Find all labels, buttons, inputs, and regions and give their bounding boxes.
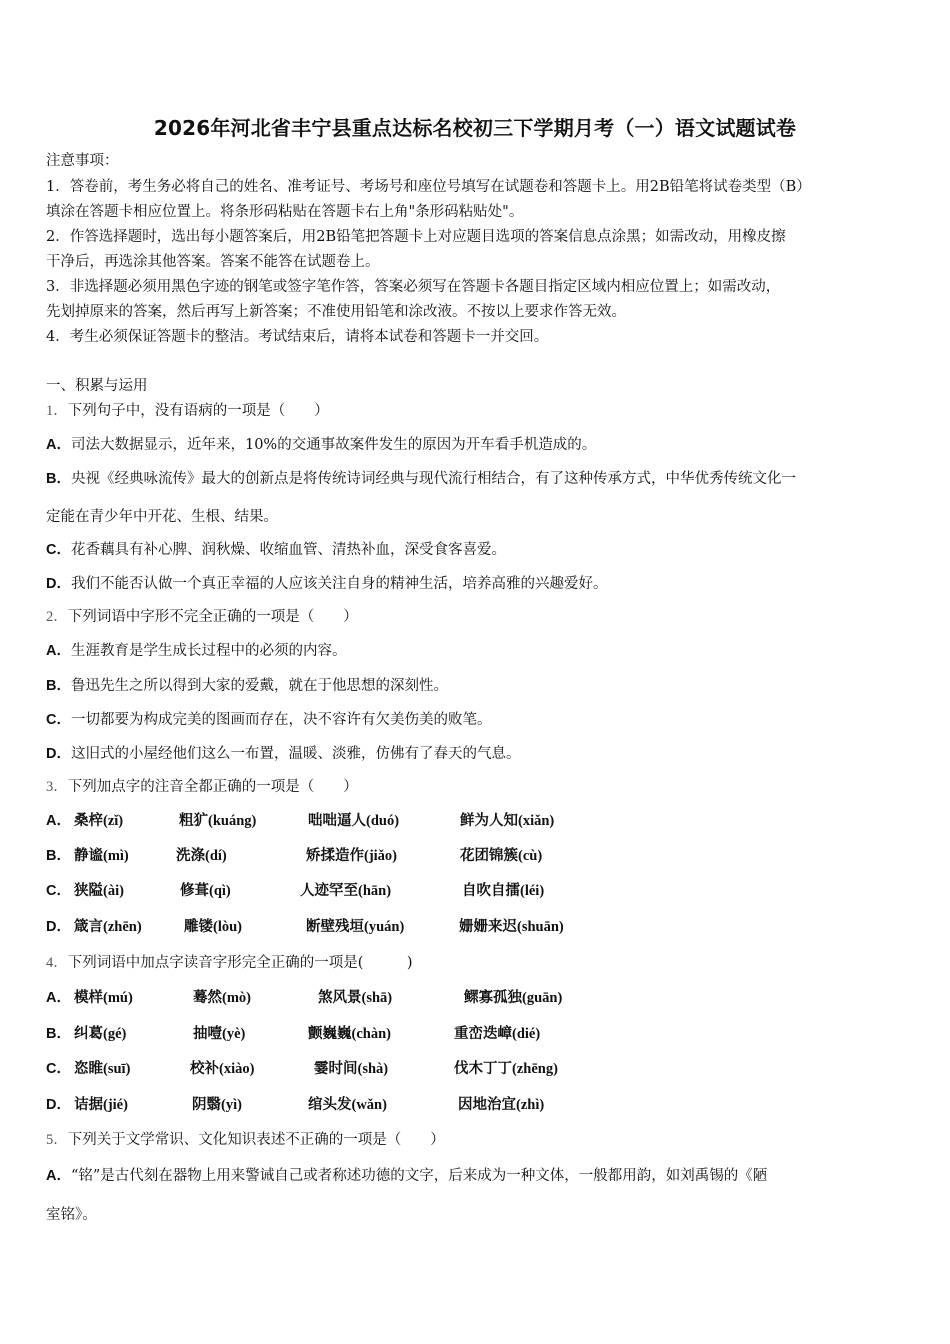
q3-option-c[interactable] (46, 881, 545, 901)
word-item: 人迹罕至(hān) (300, 882, 392, 899)
question-text: 下列词语中加点字读音字形完全正确的一项是( ) (67, 955, 413, 971)
option-letter: B． (46, 848, 71, 864)
word-item: 校补(xiào) (190, 1060, 255, 1077)
word-item: 模样(mú) (74, 989, 133, 1006)
word-item: 花团锦簇(cù) (460, 847, 543, 864)
option-letter: D． (46, 1097, 71, 1113)
option-letter: B． (46, 678, 71, 694)
question-text: 下列句子中，没有语病的一项是（ ） (67, 403, 329, 419)
option-letter: A． (46, 813, 71, 829)
question-1-stem (46, 401, 329, 421)
word-item: 重峦迭嶂(dié) (454, 1025, 541, 1042)
word-item: 桑梓(zǐ) (74, 812, 124, 829)
word-item: 姗姗来迟(shuān) (459, 918, 564, 935)
option-letter: A． (46, 437, 71, 453)
word-item: 纠葛(gé) (74, 1025, 127, 1042)
question-3-stem (46, 777, 358, 797)
option-text: 央视《经典咏流传》最大的创新点是将传统诗词经典与现代流行相结合，有了这种传承方式，中华优秀传统文化一 (70, 471, 796, 487)
notice-heading: 注意事项： (46, 153, 119, 169)
question-number: 3． (46, 779, 68, 795)
section-heading: 一、积累与运用 (46, 378, 148, 394)
question-number: 1． (46, 403, 68, 419)
word-item: 恣睢(suī) (74, 1060, 131, 1077)
question-number: 4． (46, 955, 68, 971)
page-title: 2026年河北省丰宁县重点达标名校初三下学期月考（一）语文试题试卷 (153, 116, 797, 140)
notice-line: 3．非选择题必须用黑色字迹的钢笔或签字笔作答，答案必须写在答题卡各题目指定区域内相应位置上；如需改动， (46, 279, 781, 295)
word-item: 静谧(mì) (74, 847, 129, 864)
word-item: 矫揉造作(jiǎo) (306, 847, 398, 864)
option-text: 我们不能否认做一个真正幸福的人应该关注自身的精神生活，培养高雅的兴趣爱好。 (70, 576, 608, 592)
option-text: 这旧式的小屋经他们这么一布置，温暖、淡雅，仿佛有了春天的气息。 (70, 746, 521, 762)
notice-line: 2．作答选择题时，选出每小题答案后，用2B铅笔把答题卡上对应题目选项的答案信息点涂黑；如需改动，用橡皮擦 (46, 229, 786, 245)
word-item: 粗犷(kuáng) (179, 812, 257, 829)
notice-line: 4．考生必须保证答题卡的整洁。考试结束后，请将本试卷和答题卡一并交回。 (46, 329, 549, 345)
word-item: 断壁残垣(yuán) (306, 918, 405, 935)
q1-option-b-continued: 定能在青少年中开花、生根、结果。 (46, 509, 278, 525)
q5-option-a[interactable] (46, 1166, 767, 1186)
q1-option-c[interactable] (46, 540, 506, 560)
word-item: 雕镂(lòu) (184, 918, 242, 935)
word-item: 诘据(jié) (74, 1096, 128, 1113)
word-item: 咄咄逼人(duó) (308, 812, 400, 829)
q1-option-b[interactable] (46, 469, 796, 489)
q3-option-d[interactable] (46, 917, 564, 937)
word-item: 鳏寡孤独(guān) (464, 989, 563, 1006)
option-letter: C． (46, 1061, 71, 1077)
question-number: 5． (46, 1132, 68, 1148)
word-item: 因地治宜(zhì) (458, 1096, 545, 1113)
word-item: 煞风景(shā) (318, 989, 393, 1006)
question-text: 下列词语中字形不完全正确的一项是（ ） (67, 609, 358, 625)
option-text: 鲁迅先生之所以得到大家的爱戴，就在于他思想的深刻性。 (70, 678, 448, 694)
option-letter: A． (46, 990, 71, 1006)
question-5-stem (46, 1130, 445, 1150)
word-item: 蓦然(mò) (193, 989, 251, 1006)
q3-option-a[interactable] (46, 811, 555, 831)
q4-option-a[interactable] (46, 988, 563, 1008)
q3-option-b[interactable] (46, 846, 543, 866)
question-number: 2． (46, 609, 68, 625)
q1-option-d[interactable] (46, 574, 607, 594)
option-letter: D． (46, 576, 71, 592)
q4-option-b[interactable] (46, 1024, 541, 1044)
word-item: 颤巍巍(chàn) (308, 1025, 391, 1042)
word-item: 抽噎(yè) (193, 1025, 246, 1042)
option-letter: C． (46, 883, 71, 899)
q2-option-a[interactable] (46, 641, 346, 661)
q2-option-c[interactable] (46, 710, 491, 730)
word-item: 绾头发(wǎn) (308, 1096, 387, 1113)
word-item: 阴翳(yì) (192, 1096, 242, 1113)
notice-line: 填涂在答题卡相应位置上。将条形码粘贴在答题卡右上角"条形码粘贴处"。 (46, 204, 524, 220)
notice-line: 先划掉原来的答案，然后再写上新答案；不准使用铅笔和涂改液。不按以上要求作答无效。 (46, 304, 626, 320)
option-text: 生涯教育是学生成长过程中的必须的内容。 (70, 643, 347, 659)
word-item: 鲜为人知(xiǎn) (460, 812, 555, 829)
option-letter: C． (46, 542, 71, 558)
word-item: 箴言(zhēn) (74, 918, 142, 935)
option-letter: B． (46, 471, 71, 487)
question-4-stem (46, 953, 413, 973)
word-item: 自吹自擂(léi) (462, 882, 545, 899)
notice-line: 干净后，再选涂其他答案。答案不能答在试题卷上。 (46, 254, 380, 270)
word-item: 狭隘(ài) (74, 882, 124, 899)
q4-option-c[interactable] (46, 1059, 558, 1079)
q1-option-a[interactable] (46, 435, 596, 455)
option-text: “铭”是古代刻在器物上用来警诫自己或者称述功德的文字，后来成为一种文体，一般都用韵，如刘禹锡的《陋 (70, 1168, 768, 1184)
option-letter: D． (46, 746, 71, 762)
option-letter: D． (46, 919, 71, 935)
question-text: 下列加点字的注音全都正确的一项是（ ） (67, 779, 358, 795)
notice-line: 1．答卷前，考生务必将自己的姓名、准考证号、考场号和座位号填写在试题卷和答题卡上。用2B铅笔将试卷类型（B） (46, 179, 811, 195)
word-item: 洗涤(dí) (176, 847, 227, 864)
word-item: 修葺(qì) (180, 882, 231, 899)
word-item: 霎时间(shà) (314, 1060, 389, 1077)
option-letter: A． (46, 643, 71, 659)
question-text: 下列关于文学常识、文化知识表述不正确的一项是（ ） (67, 1132, 445, 1148)
option-letter: C． (46, 712, 71, 728)
q4-option-d[interactable] (46, 1095, 545, 1115)
option-text: 一切都要为构成完美的图画而存在，决不容许有欠美伤美的败笔。 (70, 712, 492, 728)
option-text: 花香藕具有补心脾、润秋燥、收缩血管、清热补血，深受食客喜爱。 (70, 542, 506, 558)
option-letter: A． (46, 1168, 71, 1184)
question-2-stem (46, 607, 358, 627)
option-letter: B． (46, 1026, 71, 1042)
q2-option-d[interactable] (46, 744, 520, 764)
q2-option-b[interactable] (46, 676, 448, 696)
option-text: 司法大数据显示，近年来，10%的交通事故案件发生的原因为开车看手机造成的。 (70, 437, 597, 453)
word-item: 伐木丁丁(zhēng) (454, 1060, 558, 1077)
q5-option-a-continued: 室铭》。 (46, 1207, 97, 1223)
